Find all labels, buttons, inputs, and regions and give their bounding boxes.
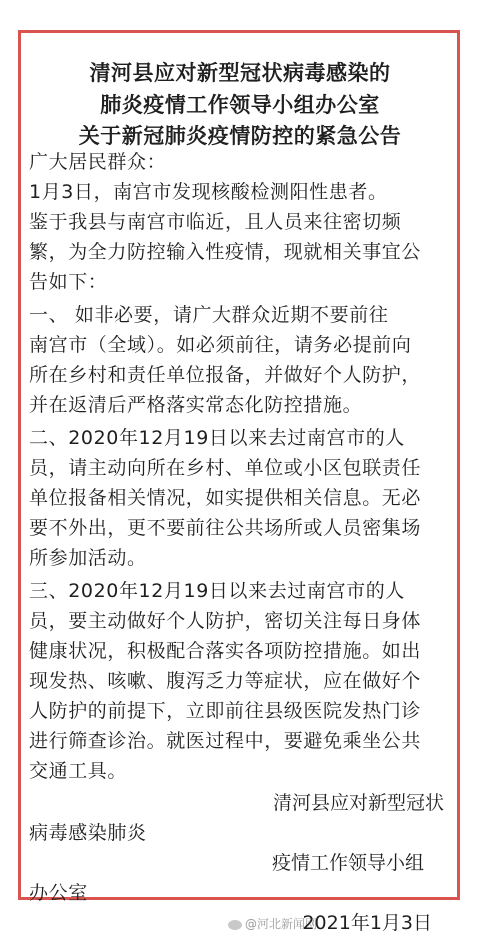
body-line: 人防护的前提下，立即前往县级医院发热门诊 [29,700,422,722]
salutation: 广大居民群众： [29,151,167,173]
body-line: 并在返清后严格落实常态化防控措施。 [29,394,363,416]
body-line: 南宫市（全域）。如必须前往，请务必提前向 [29,334,412,356]
notice-title-line-3: 关于新冠肺炎疫情防控的紧急公告 [78,124,402,148]
body-line: 繁，为全力防控输入性疫情，现就相关事宜公 [29,241,422,263]
body-line: 二、2020年12月19日以来去过南宫市的人 [29,427,405,449]
body-line: 三、2020年12月19日以来去过南宫市的人 [29,580,405,602]
body-line: 健康状况，积极配合落实各项防控措施。如出 [29,640,422,662]
notice-title-line-2: 肺炎疫情工作领导小组办公室 [100,93,380,117]
body-line: 员，要主动做好个人防护，密切关注每日身体 [29,610,422,632]
signature-line-2: 病毒感染肺炎 [29,822,147,844]
body-line: 进行筛查诊治。就医过程中，要避免乘坐公共 [29,730,422,752]
weibo-icon [228,920,242,930]
body-line: 一、 如非必要，请广大群众近期不要前往 [29,304,389,326]
body-line: 1月3日，南宫市发现核酸检测阳性患者。 [29,181,388,203]
body-line: 要不外出，更不要前往公共场所或人员密集场 [29,517,422,539]
body-line: 所在乡村和责任单位报备，并做好个人防护， [29,364,422,386]
body-line: 鉴于我县与南宫市临近，且人员来往密切频 [29,211,402,233]
body-line: 交通工具。 [29,760,128,782]
body-line: 所参加活动。 [29,547,147,569]
signature-line-1: 清河县应对新型冠状 [272,792,444,814]
body-line: 员，请主动向所在乡村、单位或小区包联责任 [29,457,422,479]
watermark-text: @河北新闻网 [245,917,318,931]
signature-line-4: 办公室 [29,882,88,904]
body-line: 单位报备相关情况，如实提供相关信息。无必 [29,487,422,509]
body-line: 现发热、咳嗽、腹泻乏力等症状，应在做好个 [29,670,422,692]
notice-title-line-1: 清河县应对新型冠状病毒感染的 [89,61,391,85]
signature-line-3: 疫情工作领导小组 [271,852,424,874]
body-line: 告如下： [29,271,108,293]
signature-date: 2021年1月3日 [302,912,432,934]
